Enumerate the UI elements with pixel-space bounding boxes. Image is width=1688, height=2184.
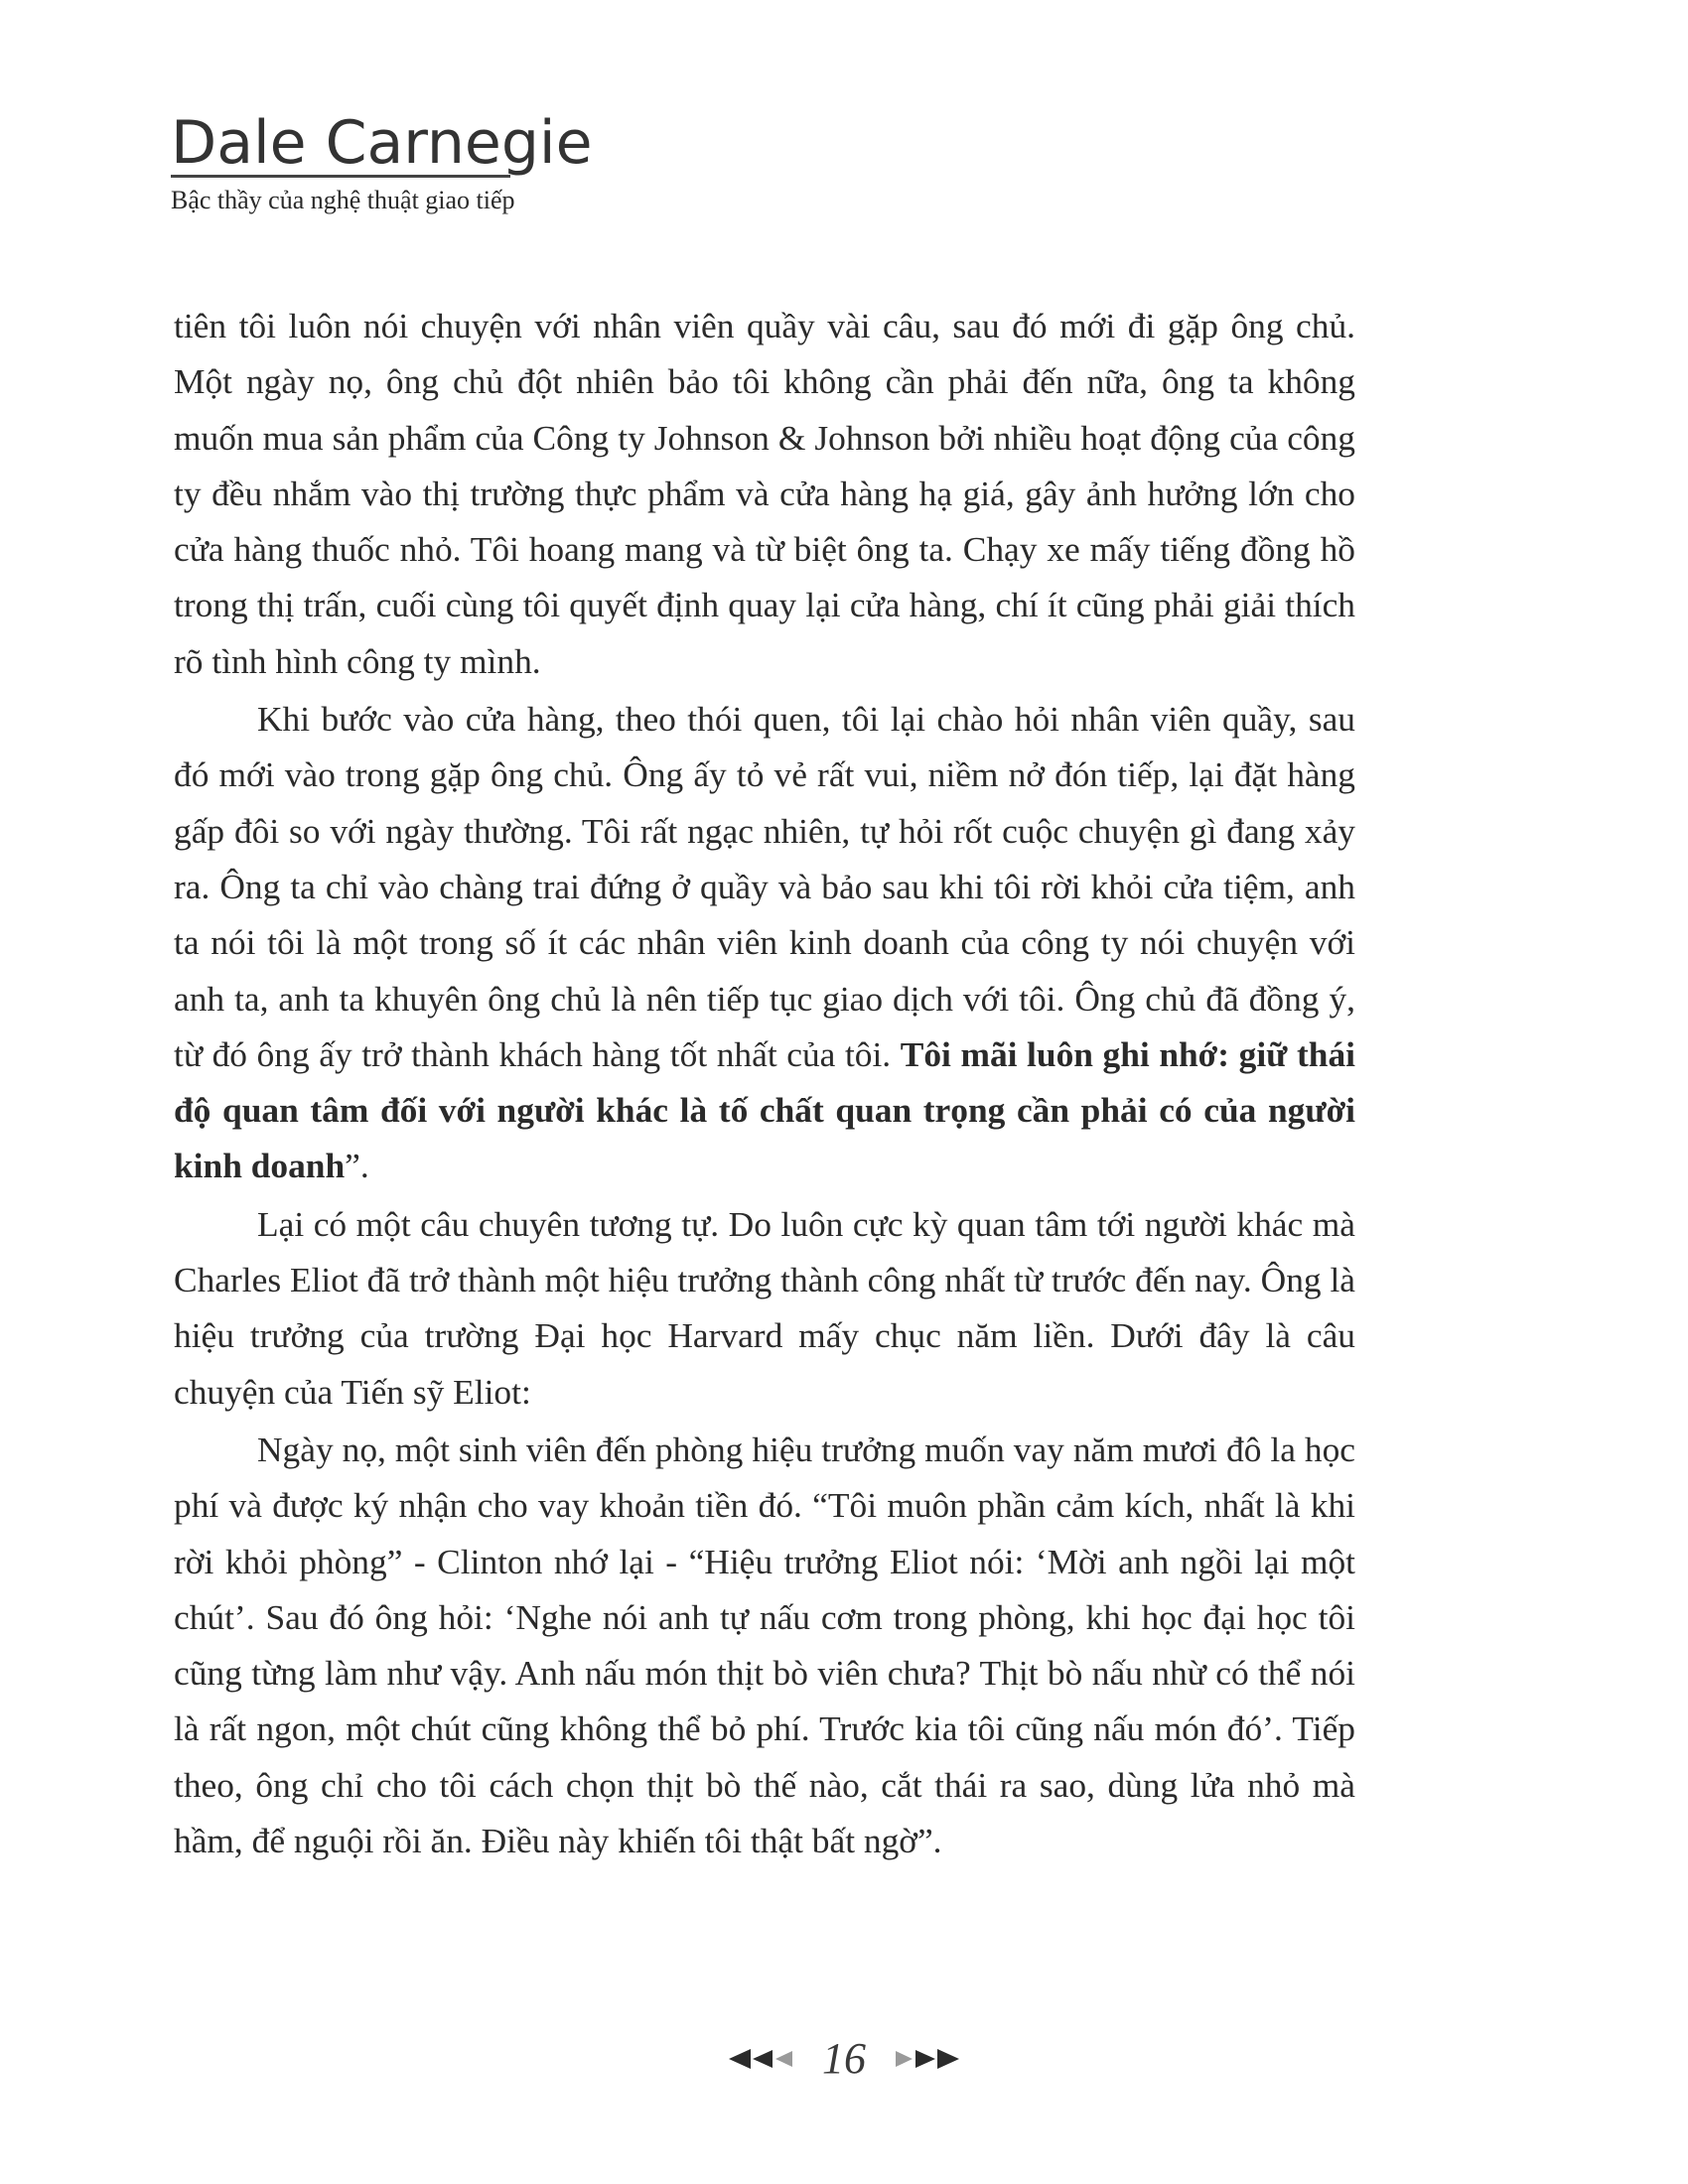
- page-body-text: [174, 298, 1355, 1870]
- paragraph-2-emphasis: Tôi mãi luôn ghi nhớ: giữ thái độ quan tâm đối với người khác là tố chất quan trọng cần phải có của người kinh doanh: [174, 1033, 1355, 1186]
- page-number: 16: [822, 2034, 866, 2083]
- paragraph-2: [174, 691, 1355, 1194]
- paragraph-1: tiên tôi luôn nói chuyện với nhân viên quầy vài câu, sau đó mới đi gặp ông chủ. Một ngày nọ, ông chủ đột nhiên bảo tôi không cần phải đến nữa, ông ta không muốn mua sản phẩm của Công ty Johnson & Johnson bởi nhiều hoạt động của công ty đều nhắm vào thị trường thực phẩm và cửa hàng hạ giá, gây ảnh hưởng lớn cho cửa hàng thuốc nhỏ. Tôi hoang mang và từ biệt ông ta. Chạy xe mấy tiếng đồng hồ trong thị trấn, cuối cùng tôi quyết định quay lại cửa hàng, chí ít cũng phải giải thích rõ tình hình công ty mình.: [174, 306, 1355, 681]
- triple-left-arrow-icon: [729, 2046, 800, 2072]
- left-arrows-svg: [729, 2046, 800, 2072]
- book-author-title: Dale Carnegie: [171, 108, 593, 178]
- right-arrows-svg: [888, 2046, 959, 2072]
- paragraph-2-text: Khi bước vào cửa hàng, theo thói quen, tôi lại chào hỏi nhân viên quầy, sau đó mới vào trong gặp ông chủ. Ông ấy tỏ vẻ rất vui, niềm nở đón tiếp, lại đặt hàng gấp đôi so với ngày thường. Tôi rất ngạc nhiên, tự hỏi rốt cuộc chuyện gì đang xảy ra. Ông ta chỉ vào chàng trai đứng ở quầy và bảo sau khi tôi rời khỏi cửa tiệm, anh ta nói tôi là một trong số ít các nhân viên kinh doanh của công ty nói chuyện với anh ta, anh ta khuyên ông chủ là nên tiếp tục giao dịch với tôi. Ông chủ đã đồng ý, từ đó ông ấy trở thành khách hàng tốt nhất của tôi.: [174, 699, 1355, 1074]
- book-subtitle: Bậc thầy của nghệ thuật giao tiếp: [171, 186, 515, 214]
- paragraph-3: Lại có một câu chuyên tương tự. Do luôn cực kỳ quan tâm tới người khác mà Charles Eliot đã trở thành một hiệu trưởng thành công nhất từ trước đến nay. Ông là hiệu trưởng của trường Đại học Harvard mấy chục năm liền. Dưới đây là câu chuyện của Tiến sỹ Eliot:: [174, 1203, 1355, 1412]
- paragraph-4: Ngày nọ, một sinh viên đến phòng hiệu trưởng muốn vay năm mươi đô la học phí và được ký nhận cho vay khoản tiền đó. “Tôi muôn phần cảm kích, nhất là khi rời khỏi phòng” - Clinton nhớ lại - “Hiệu trưởng Eliot nói: ‘Mời anh ngồi lại một chút’. Sau đó ông hỏi: ‘Nghe nói anh tự nấu cơm trong phòng, khi học đại học tôi cũng từng làm như vậy. Anh nấu món thịt bò viên chưa? Thịt bò nấu nhừ có thể nói là rất ngon, một chút cũng không thể bỏ phí. Trước kia tôi cũng nấu món đó’. Tiếp theo, ông chỉ cho tôi cách chọn thịt bò thế nào, cắt thái ra sao, dùng lửa nhỏ mà hầm, để nguội rồi ăn. Điều này khiến tôi thật bất ngờ”.: [174, 1429, 1355, 1861]
- page-footer: [0, 2029, 1688, 2089]
- triple-right-arrow-icon: [888, 2046, 959, 2072]
- paragraph-2-closing: ”.: [345, 1146, 369, 1186]
- running-header: [171, 107, 593, 217]
